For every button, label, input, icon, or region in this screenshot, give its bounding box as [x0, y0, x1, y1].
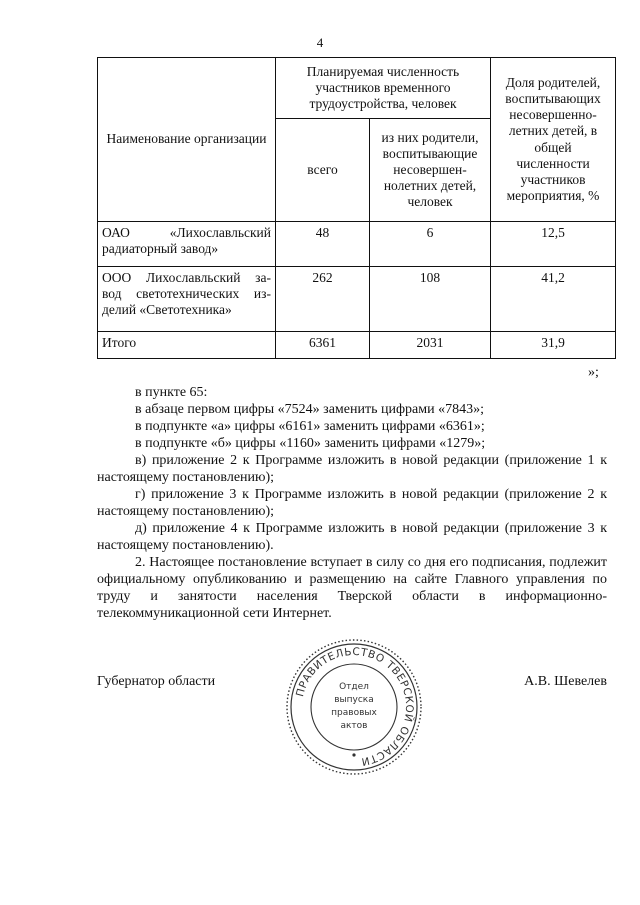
header-total: [276, 119, 370, 222]
table-row-total: [98, 332, 616, 359]
header-share-line: Доля родителей,: [505, 74, 601, 90]
cell-parents: 2031: [370, 332, 491, 359]
signatory-title: Губернатор области: [97, 674, 216, 689]
participants-table: [97, 57, 616, 359]
header-org-text: Наименование организации: [106, 131, 267, 147]
table-row: [98, 267, 616, 332]
header-share-line: мероприятия, %: [506, 188, 600, 204]
cell-org: [98, 332, 276, 359]
signatory-name: А.В. Шевелев: [524, 674, 607, 689]
official-stamp: [284, 637, 424, 777]
header-planned-line: Планируемая численность: [306, 63, 460, 79]
page-number: 4: [316, 35, 324, 50]
paragraph: г) приложение 3 к Программе изложить в новой редакции (приложение 2 к настоящему постановлению);: [97, 487, 607, 519]
header-share-line: воспитывающих: [505, 90, 601, 106]
header-share-line: участников: [520, 171, 586, 187]
org-line: ОАО «Лихославльский: [102, 225, 271, 240]
header-parents-line: воспитывающие: [382, 145, 478, 161]
paragraph: в подпункте «а» цифры «6161» заменить цифрами «6361»;: [135, 419, 485, 434]
table-row: [98, 222, 616, 267]
header-share-line: летних детей, в: [508, 123, 598, 139]
table-header-row: [98, 58, 616, 119]
org-line: ООО Лихославльский за-: [102, 270, 271, 285]
body-text: [97, 384, 607, 622]
seal-center-line: правовых: [331, 708, 377, 718]
cell-org: [98, 222, 276, 267]
header-org: [98, 58, 276, 222]
paragraph: в) приложение 2 к Программе изложить в новой редакции (приложение 1 к настоящему постановлению);: [97, 453, 607, 485]
header-share-line: несовершенно-: [509, 107, 597, 123]
cell-parents: 108: [370, 267, 491, 332]
org-line: вод светотехнических из-: [102, 286, 271, 302]
header-parents-line: несовершен-: [393, 161, 467, 177]
cell-org: [98, 267, 276, 332]
seal-dot-icon: [352, 753, 355, 756]
cell-total: 48: [276, 222, 370, 267]
quote-close: »;: [588, 365, 599, 380]
cell-share: 31,9: [491, 332, 616, 359]
paragraph: д) приложение 4 к Программе изложить в новой редакции (приложение 3 к настоящему постановлению).: [97, 521, 607, 553]
seal-ring-text: ПРАВИТЕЛЬСТВО ТВЕРСКОЙ ОБЛАСТИ: [294, 645, 416, 768]
cell-total: 262: [276, 267, 370, 332]
cell-parents: 6: [370, 222, 491, 267]
seal-inner-ring: [311, 664, 397, 750]
paragraph: в пункте 65:: [135, 385, 208, 400]
org-line: делий «Светотехника»: [102, 302, 232, 318]
paragraph: в абзаце первом цифры «7524» заменить цифрами «7843»;: [135, 402, 484, 417]
paragraph: в подпункте «б» цифры «1160» заменить цифрами «1279»;: [135, 436, 486, 451]
header-parents-line: человек: [407, 194, 453, 210]
org-line: радиаторный завод»: [102, 241, 219, 257]
seal-ring: [291, 644, 417, 770]
org-line: Итого: [102, 335, 137, 350]
cell-share: 41,2: [491, 267, 616, 332]
header-parents-line: из них родители,: [381, 129, 479, 145]
seal-center-line: Отдел: [339, 682, 369, 692]
header-share-line: численности: [516, 155, 590, 171]
paragraph: 2. Настоящее постановление вступает в силу со дня его подписания, подлежит официальному опубликованию и размещению на сайте Главного управления по труду и занятости населения Тверской области в информационно-телекоммуникационной сети Интернет.: [97, 555, 607, 621]
cell-share: 12,5: [491, 222, 616, 267]
header-total-text: всего: [307, 161, 338, 177]
header-share: [491, 58, 616, 222]
header-planned-line: участников временного: [315, 79, 451, 95]
cell-total: 6361: [276, 332, 370, 359]
seal-center-line: актов: [340, 721, 368, 731]
header-parents-line: нолетних детей,: [383, 178, 477, 194]
header-planned-line: трудоустройства, человек: [309, 96, 457, 112]
seal-center-line: выпуска: [334, 695, 374, 705]
header-parents: [370, 119, 491, 222]
header-share-line: общей: [534, 139, 572, 155]
header-planned: [276, 58, 491, 119]
